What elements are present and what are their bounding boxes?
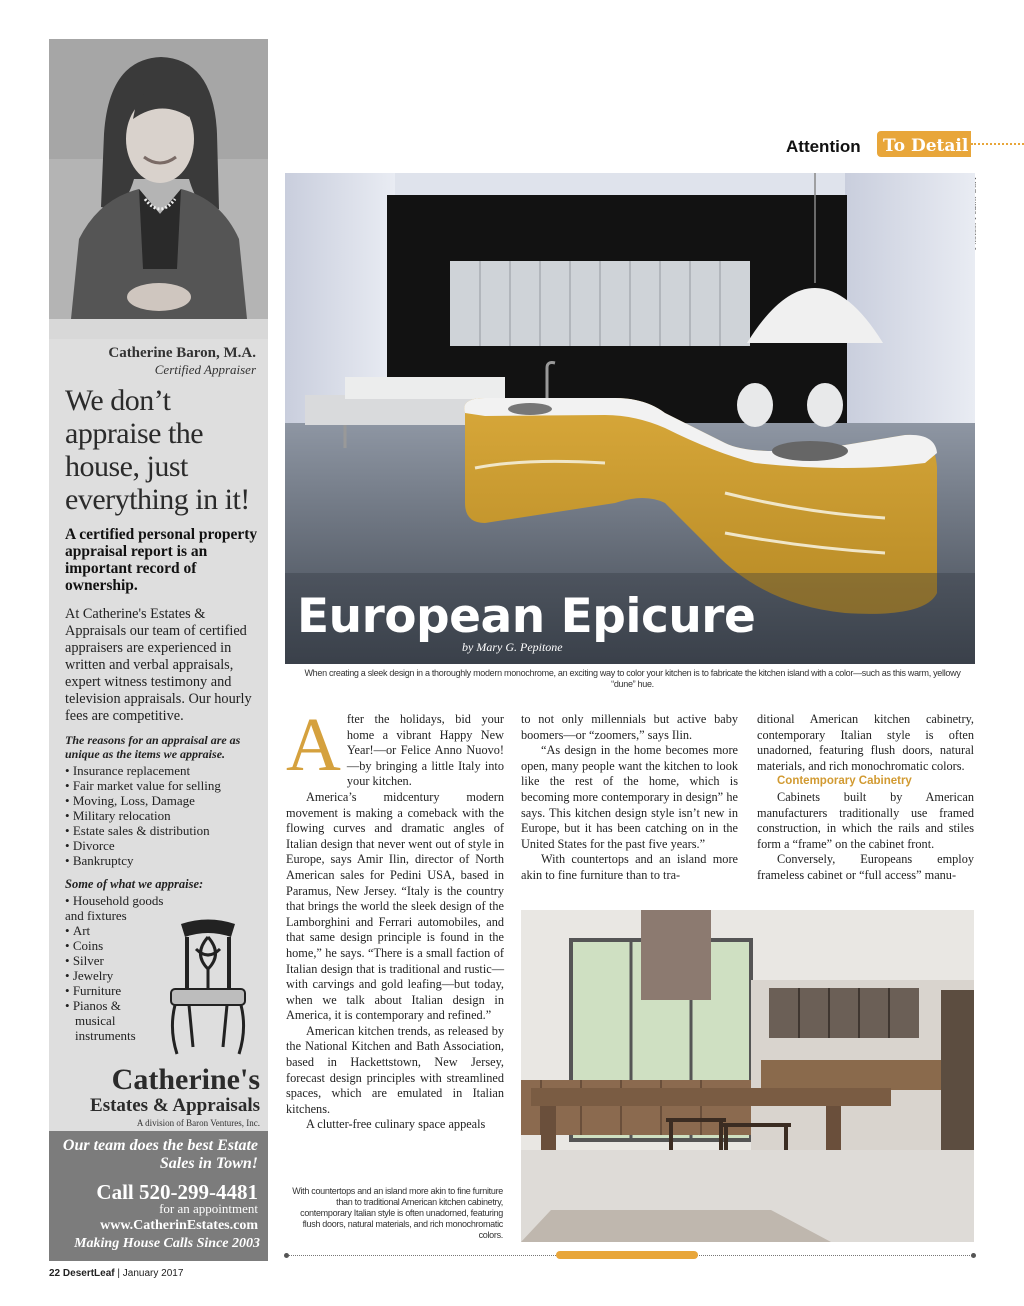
ad-reasons-list [65, 763, 221, 868]
ad-appraiser-name: Catherine Baron, M.A. [108, 345, 256, 361]
list-item: • Furniture [65, 983, 175, 998]
list-item: • Insurance replacement [65, 763, 221, 778]
section-label-to-detail: To Detail [883, 136, 969, 156]
chair-illustration [163, 919, 253, 1059]
rule-end-dot [284, 1253, 289, 1258]
hero-caption: When creating a sleek design in a thoroughly modern monochrome, an exciting way to color your kitchen is to fabricate the kitchen island with a color—such as this warm, yellowy “dune” hue. [304, 668, 961, 689]
ad-appraiser-title: Certified Appraiser [154, 362, 256, 377]
article-subhead: Contemporary Cabinetry [777, 775, 912, 788]
list-item: • Pianos & [65, 998, 175, 1013]
article-paragraph: fter the holidays, bid your home a vibrant Happy New Year!—or Felice Anno Nuovo!—by bringing a little Italy into your kitchen. [346, 712, 504, 789]
ad-headline: We don’t appraise the house, just everything in it! [65, 384, 250, 516]
ad-brand-name: Catherine's [111, 1063, 260, 1096]
page-folio [49, 1268, 183, 1279]
ad-since-tagline: Making House Calls Since 2003 [74, 1236, 260, 1251]
drop-cap: A [286, 703, 341, 787]
list-item: • Coins [65, 938, 175, 953]
bottom-accent-bar [556, 1251, 698, 1259]
article-paragraph: Conversely, Europeans employ frameless cabinet or “full access” manu- [757, 852, 974, 882]
ad-appraise-heading: Some of what we appraise: [65, 877, 204, 891]
list-item: • Household goods and fixtures [65, 893, 175, 923]
article-paragraph: “As design in the home becomes more open, many people want the kitchen to look like the rest of the home, which is becoming more contemporary in design” he says. This kitchen design style isn’t new in Europe, but it has been catching on in the United States for the past five years.” [521, 743, 738, 851]
article-paragraph: Cabinets built by American manufacturers traditionally use framed construction, in which the rails and stiles form a “frame” on the cabinet front. [757, 789, 974, 851]
article-column-3 [757, 712, 974, 884]
ad-subheadline: A certified personal property appraisal report is an important record of ownership. [65, 526, 258, 594]
folio-separator: | [117, 1268, 120, 1279]
article-column-2 [521, 712, 738, 884]
list-item: • Art [65, 923, 175, 938]
ad-appointment-note: for an appointment [159, 1201, 258, 1216]
article-title: European Epicure [297, 589, 756, 644]
section-tag [877, 131, 971, 157]
ad-team-slogan: Our team does the best Estate Sales in Town! [62, 1137, 258, 1172]
article-paragraph: ditional American kitchen cabinetry, contemporary Italian style is often unadorned, featuring flush doors, natural materials, and rich monochromatic colors. [757, 712, 974, 773]
list-item: • Military relocation [65, 808, 221, 823]
ad-reasons-heading: The reasons for an appraisal are as unique as the items we appraise. [65, 733, 241, 761]
ad-portrait-photo [49, 39, 268, 339]
article-paragraph: American kitchen trends, as released by the National Kitchen and Bath Association, based in Hackettstown, New Jersey, forecast design principles with streamlined spaces, which are emulated in Italian kitchens. [286, 1023, 504, 1116]
list-item: musical instruments [75, 1013, 136, 1043]
list-item: • Estate sales & distribution [65, 823, 221, 838]
article-paragraph: A clutter-free culinary space appeals [306, 1117, 486, 1132]
list-item: • Silver [65, 953, 175, 968]
list-item: • Fair market value for selling [65, 778, 221, 793]
rule-end-dot [971, 1253, 976, 1258]
ad-website-link[interactable]: www.CatherinEstates.com [100, 1218, 258, 1233]
list-item: • Jewelry [65, 968, 175, 983]
kitchen-caption-2: With countertops and an island more akin to fine furniture than to traditional American kitchen cabinetry, contemporary Italian style is often unadorned, featuring flush doors, natural materials, and rich monochromatic colors. [292, 1186, 503, 1240]
ad-body-text: At Catherine's Estates & Appraisals our team of certified appraisers are experienced in written and verbal appraisals, expert witness testimony and television appraisals. Our hourly fees are competitive. [65, 606, 252, 724]
article-paragraph: to not only millennials but active baby boomers—or “zoomers,” says Ilin. [521, 712, 738, 742]
article-paragraph: America’s midcentury modern movement is making a comeback with the flowing curves and dramatic angles of Italian design that never went out of style in Europe, says Amir Ilin, director of North American sales for Pedini USA, based in Paramus, New Jersey. “Italy is the country that brings the world the sleek design of the Lamborghini and Ferrari automobiles, and that same design principle is found in the home,” he says. “There is a small faction of Italian design that is traditional and rustic—with carvings and gold leafing—but today, when we talk about Italian design in America, it is contemporary and refined.” [286, 789, 504, 1023]
issue-date: January 2017 [122, 1268, 184, 1279]
section-dotted-rule [971, 143, 1024, 145]
article-byline: by Mary G. Pepitone [462, 640, 563, 654]
list-item: • Divorce [65, 838, 221, 853]
article-column-1 [286, 703, 504, 1133]
section-label-attention: Attention [786, 137, 861, 156]
ad-brand-subname: Estates & Appraisals [90, 1095, 260, 1116]
ad-appraise-list [65, 893, 175, 1043]
ad-division-note: A division of Baron Ventures, Inc. [136, 1118, 260, 1128]
page-number: 22 [49, 1268, 61, 1279]
kitchen-photo-2 [521, 910, 974, 1242]
ad-phone[interactable]: Call 520-299-4481 [96, 1180, 258, 1204]
appraisal-advertisement [49, 39, 268, 1261]
list-item: • Moving, Loss, Damage [65, 793, 221, 808]
list-item: • Bankruptcy [65, 853, 221, 868]
article-paragraph: With countertops and an island more akin to fine furniture than to tra- [521, 852, 738, 882]
magazine-name: DesertLeaf [62, 1268, 115, 1279]
